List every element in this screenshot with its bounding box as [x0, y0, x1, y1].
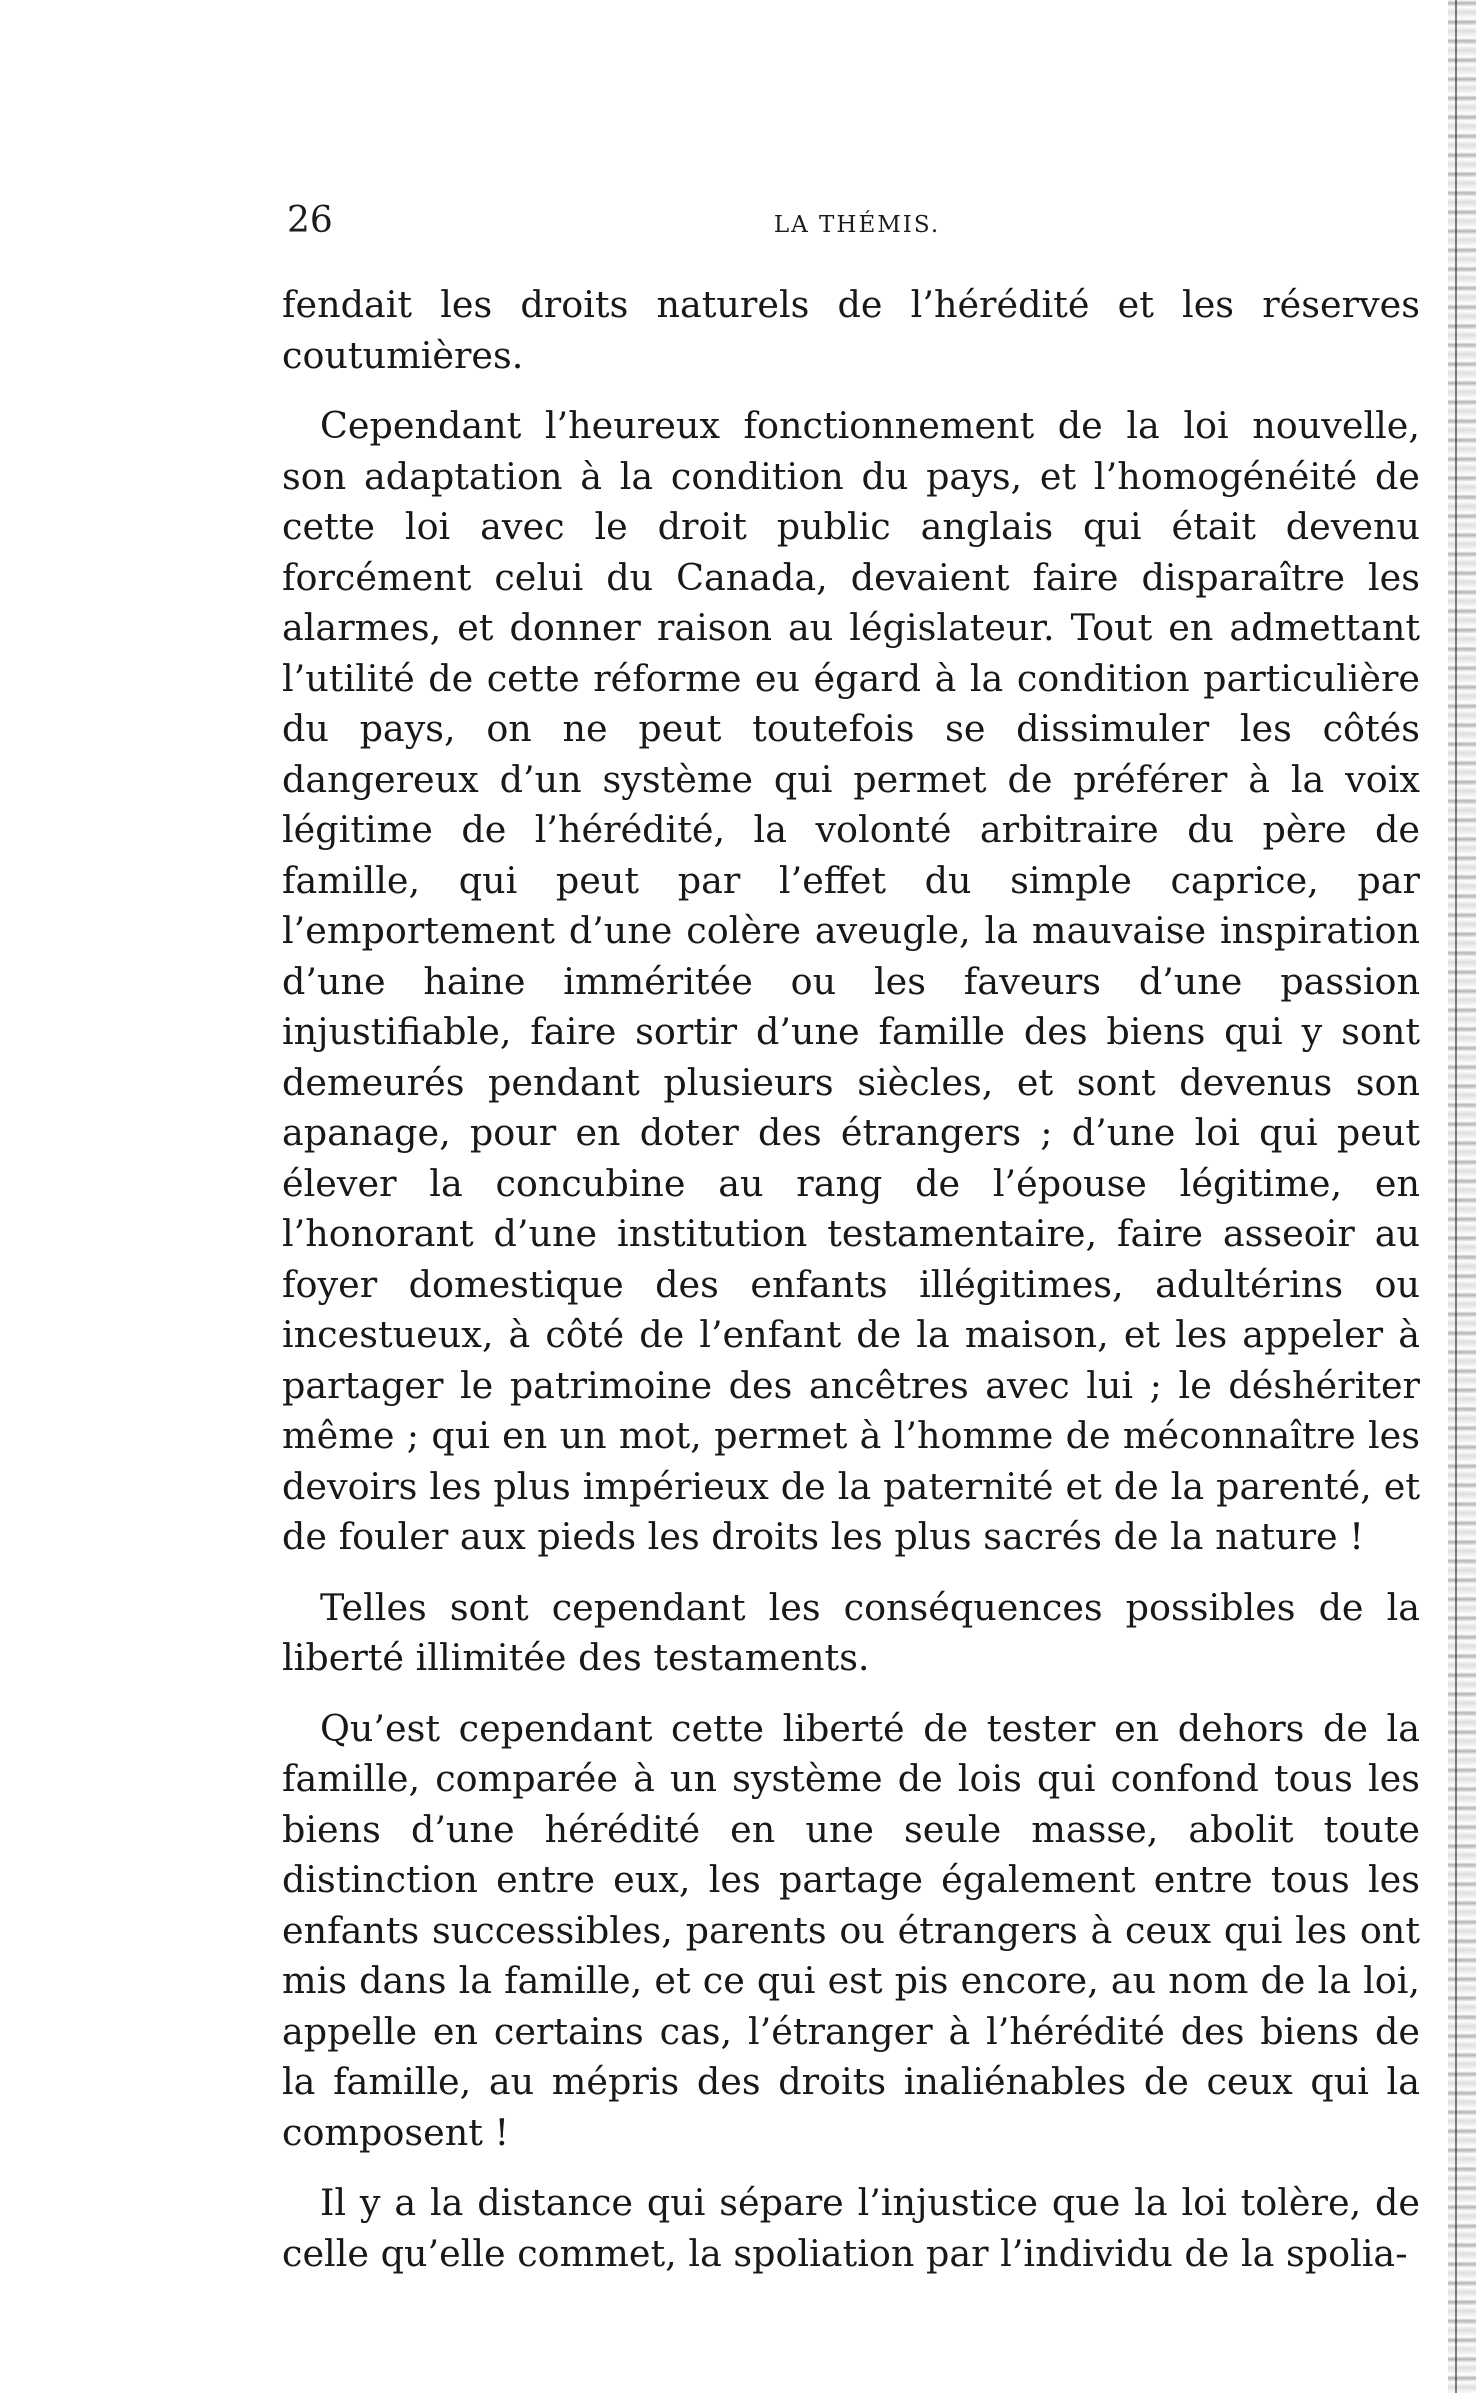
paragraph: Telles sont cependant les conséquences possibles de la liberté illimitée des testaments.: [282, 1585, 1420, 1679]
running-title: LA THÉMIS.: [773, 212, 941, 238]
paragraph-continued: fendait les droits naturels de l’hérédité et les réserves coutumières.: [282, 283, 1420, 377]
scanned-page-edge: [1448, 0, 1476, 2393]
paragraph: Cependant l’heureux fonctionnement de la loi nouvelle, son adaptation à la condition du pays, et l’homogénéité de cette loi avec le droit public anglais qui était devenu forcément celui du Canada, devaient faire disparaître les alarmes, et donner raison au législateur. Tout en admettant l’utilité de cette réforme eu égard à la condition particulière du pays, on ne peut toutefois se dissimuler les côtés dangereux d’un système qui permet de préférer à la voix légitime de l’hérédité, la volonté arbitraire du père de famille, qui peut par l’effet du simple caprice, par l’emportement d’une colère aveugle, la mauvaise inspiration d’une haine imméritée ou les faveurs d’une passion injustifiable, faire sortir d’une famille des biens qui y sont demeurés pendant plusieurs siècles, et sont devenus son apanage, pour en doter des étrangers ; d’une loi qui peut élever la concubine au rang de l’épouse légitime, en l’honorant d’une institution testamentaire, faire asseoir au foyer domestique des enfants illégitimes, adultérins ou incestueux, à côté de l’enfant de la maison, et les appeler à partager le patrimoine des ancêtres avec lui ; le déshériter même ; qui en un mot, permet à l’homme de méconnaître les devoirs les plus impérieux de la paternité et de la parenté, et de fouler aux pieds les droits les plus sacrés de la nature !: [282, 404, 1420, 1558]
page-header: [287, 196, 1427, 246]
body-text: [282, 280, 1420, 2279]
page-number: 26: [287, 200, 333, 241]
paragraph: Qu’est cependant cette liberté de tester en dehors de la famille, comparée à un système de lois qui confond tous les biens d’une hérédité en une seule masse, abolit toute distinction entre eux, les partage également entre tous les enfants successibles, parents ou étrangers à ceux qui les ont mis dans la famille, et ce qui est pis encore, au nom de la loi, appelle en certains cas, l’étranger à l’hérédité des biens de la famille, au mépris des droits inaliénables de ceux qui la composent !: [282, 1706, 1420, 2154]
page-edge-line: [1455, 0, 1457, 2393]
paragraph: Il y a la distance qui sépare l’injustice que la loi tolère, de celle qu’elle commet, la spoliation par l’individu de la spolia-: [282, 2181, 1420, 2275]
